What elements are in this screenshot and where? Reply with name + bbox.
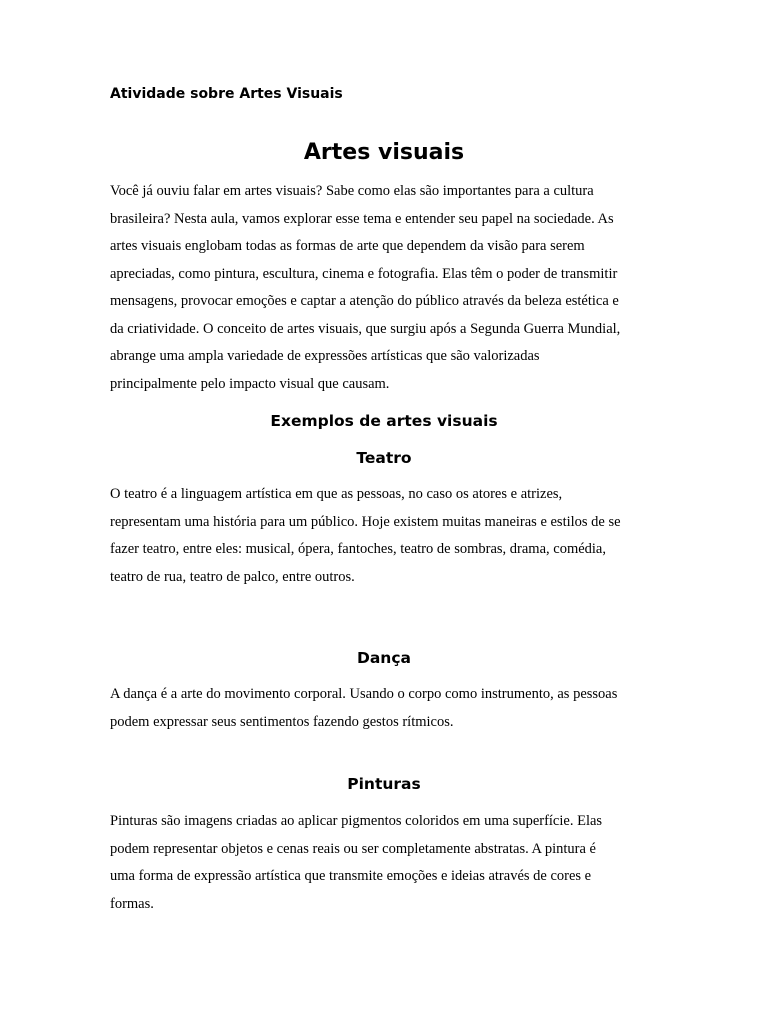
paragraph-line: principalmente pelo impacto visual que causam. [110, 375, 390, 392]
pinturas-paragraph [110, 808, 658, 918]
paragraph-line: Você já ouviu falar em artes visuais? Sabe como elas são importantes para a cultura [110, 183, 594, 199]
paragraph-line: O teatro é a linguagem artística em que as pessoas, no caso os atores e atrizes, [110, 486, 563, 502]
activity-kicker: Atividade sobre Artes Visuais [110, 86, 343, 102]
paragraph-line: A dança é a arte do movimento corporal. Usando o corpo como instrumento, as pessoas [110, 686, 618, 702]
paragraph-line: apreciadas, como pintura, escultura, cinema e fotografia. Elas têm o poder de transmitir [110, 265, 618, 282]
teatro-heading: Teatro [356, 449, 412, 467]
danca-heading: Dança [356, 649, 411, 667]
paragraph-line: uma forma de expressão artística que transmite emoções e ideias através de cores e [110, 868, 592, 884]
paragraph-line: representam uma história para um público. Hoje existem muitas maneiras e estilos de se [110, 513, 621, 530]
paragraph-line: Pinturas são imagens criadas ao aplicar pigmentos coloridos em uma superfície. Elas [110, 813, 603, 829]
paragraph-line: mensagens, provocar emoções e captar a atenção do público através da beleza estética e [110, 293, 619, 309]
paragraph-line: artes visuais englobam todas as formas de arte que dependem da visão para serem [110, 238, 585, 254]
pinturas-heading: Pinturas [347, 775, 421, 793]
examples-heading: Exemplos de artes visuais [270, 412, 498, 430]
paragraph-line: brasileira? Nesta aula, vamos explorar esse tema e entender seu papel na sociedade. As [110, 210, 614, 227]
paragraph-line: abrange uma ampla variedade de expressões artísticas que são valorizadas [110, 348, 540, 364]
intro-paragraph [110, 178, 658, 398]
paragraph-line: podem representar objetos e cenas reais ou ser completamente abstratas. A pintura é [110, 840, 596, 857]
page-title: Artes visuais [303, 140, 465, 165]
paragraph-line: da criatividade. O conceito de artes visuais, que surgiu após a Segunda Guerra Mundial, [110, 320, 621, 337]
paragraph-line: formas. [110, 895, 154, 912]
paragraph-line: teatro de rua, teatro de palco, entre outros. [110, 568, 355, 585]
paragraph-line: podem expressar seus sentimentos fazendo gestos rítmicos. [110, 713, 454, 730]
danca-paragraph [110, 681, 658, 736]
paragraph-line: fazer teatro, entre eles: musical, ópera, fantoches, teatro de sombras, drama, comédia, [110, 541, 606, 557]
teatro-paragraph [110, 481, 658, 591]
